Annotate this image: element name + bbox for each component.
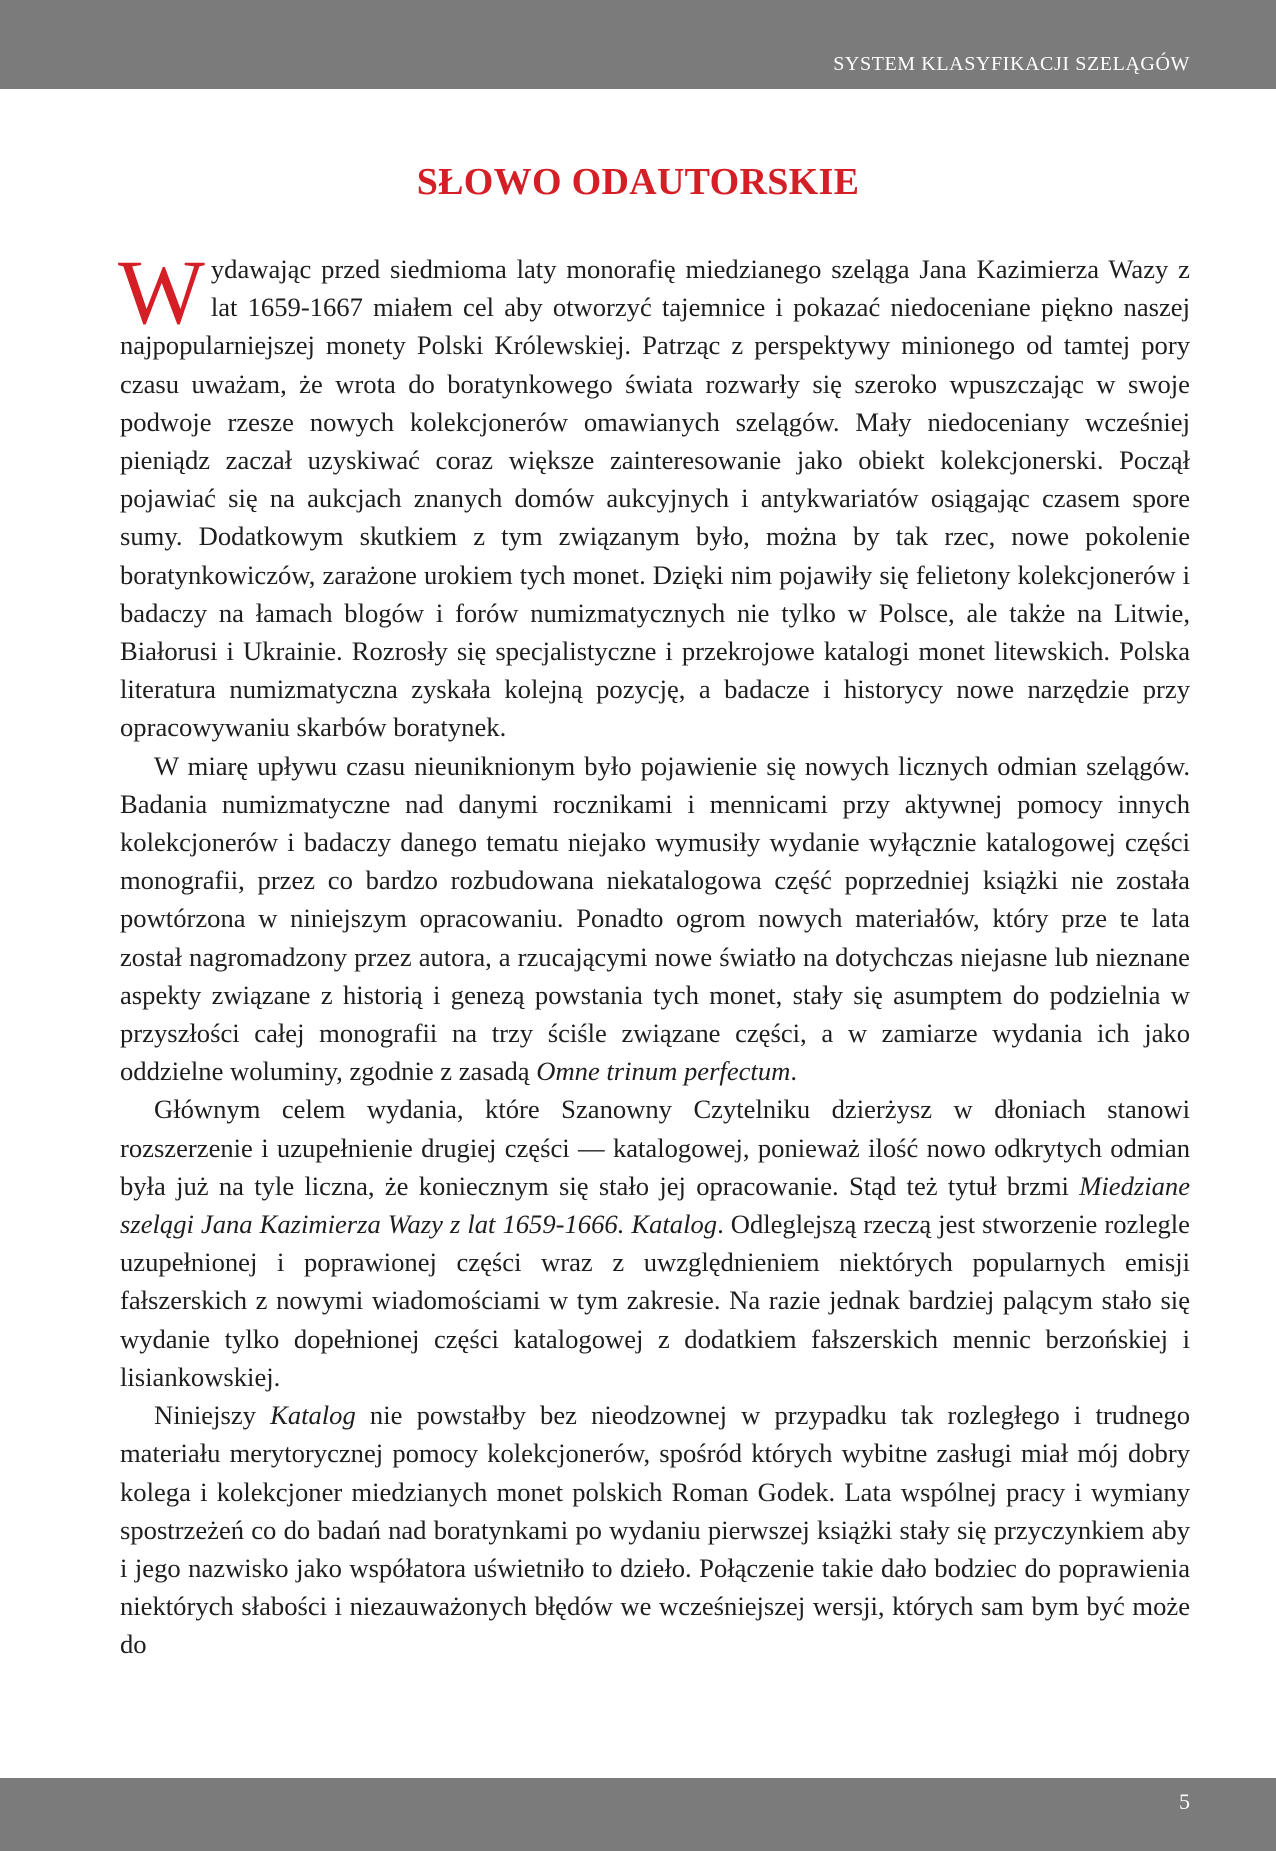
- page-number: 5: [1179, 1789, 1190, 1814]
- paragraph-3: [120, 1090, 1190, 1396]
- drop-cap: W: [118, 241, 205, 343]
- paragraph-4-italic: Katalog: [270, 1400, 356, 1431]
- paragraph-3-text: Głównym celem wydania, które Szanowny Czytelniku dzierżysz w dłoniach stanowi rozszerzenie i uzupełnienie drugiej części — katalogowej, ponieważ ilość nowo odkrytych odmian była już na tyle liczna, że koniecznym się stało jej opracowanie. Stąd też tytuł brzmi: [120, 1094, 1190, 1201]
- paragraph-1: [118, 241, 1190, 747]
- running-header: SYSTEM KLASYFIKACJI SZELĄGÓW: [833, 53, 1190, 75]
- paragraph-2-after: .: [790, 1056, 797, 1087]
- page-title: SŁOWO ODAUTORSKIE: [416, 161, 860, 203]
- paragraph-2-text: W miarę upływu czasu nieuniknionym było pojawienie się nowych licznych odmian szelągów. Badania numizmatyczne nad danymi rocznikami i mennicami przy aktywnej pomocy innych kolekcjonerów i badaczy danego tematu niejako wymusiły wydanie wyłącznie katalogowej części monografii, przez co bardzo rozbudowana niekatalogowa część poprzedniej książki nie została powtórzona w niniejszym opracowaniu. Ponadto ogrom nowych materiałów, który prze te lata został nagromadzony przez autora, a rzucającymi nowe światło na dotychczas niejasne lub nieznane aspekty związane z historią i genezą powstania tych monet, stały się asumptem do podzielnia w przyszłości całej monografii na trzy ściśle związane części, a w zamiarze wydania ich jako oddzielne woluminy, zgodnie z zasadą: [120, 750, 1190, 1087]
- paragraph-2-italic: Omne trinum perfectum: [536, 1056, 791, 1087]
- body-text: [118, 241, 1190, 1664]
- paragraph-1-text: ydawając przed siedmioma laty monorafię miedzianego szeląga Jana Kazimierza Wazy z lat 1659-1667 miałem cel aby otworzyć tajemnice i pokazać niedoceniane piękno naszej najpopularniejszej monety Polski Królewskiej. Patrząc z perspektywy minionego od tamtej pory czasu uważam, że wrota do boratynkowego świata rozwarły się szeroko wpuszczając w swoje podwoje rzesze nowych kolekcjonerów omawianych szelągów. Mały niedoceniany wcześniej pieniądz zaczał uzyskiwać coraz większe zainteresowanie jako obiekt kolekcjonerski. Począł pojawiać się na aukcjach znanych domów aukcyjnych i antykwariatów osiągając czasem spore sumy. Dodatkowym skutkiem z tym związanym było, można by tak rzec, nowe pokolenie boratynkowiczów, zarażone urokiem tych monet. Dzięki nim pojawiły się felietony kolekcjonerów i badaczy na łamach blogów i forów numizmatycznych nie tylko w Polsce, ale także na Litwie, Białorusi i Ukrainie. Rozrosły się specjalistyczne i przekrojowe katalogi monet litewskich. Polska literatura numizmatyczna zyskała kolejną pozycję, a badacze i historycy nowe narzędzie przy opracowywaniu skarbów boratynek.: [120, 254, 1190, 743]
- paragraph-4: [120, 1396, 1190, 1663]
- paragraph-3-italic: Miedziane szelągi Jana Kazimierza Wazy z lat 1659-1666. Katalog: [120, 1170, 1190, 1240]
- paragraph-2: [120, 747, 1190, 1091]
- paragraph-4-text: Niniejszy: [154, 1400, 271, 1431]
- paragraph-4-after: nie powstałby bez nieodzownej w przypadku tak rozległego i trudnego materiału merytorycznej pomocy kolekcjonerów, spośród których wybitne zasługi miał mój dobry kolega i kolekcjoner miedzianych monet polskich Roman Godek. Lata wspólnej pracy i wymiany spostrzeżeń co do badań nad boratynkami po wydaniu pierwszej książki stały się przyczynkiem aby i jego nazwisko jako współatora uświetniło to dzieło. Połączenie takie dało bodziec do poprawienia niektórych słabości i niezauważonych błędów we wcześniejszej wersji, których sam bym być może do: [120, 1400, 1190, 1660]
- footer-bar: [0, 1778, 1276, 1851]
- paragraph-3-after: . Odleglejszą rzeczą jest stworzenie rozlegle uzupełnionej i poprawionej części wraz z uwzględnieniem niektórych popularnych emisji fałszerskich z nowymi wiadomościami w tym zakresie. Na razie jednak bardziej palącym stało się wydanie tylko dopełnionej części katalogowej z dodatkiem fałszerskich mennic berzońskiej i lisiankowskiej.: [120, 1209, 1190, 1392]
